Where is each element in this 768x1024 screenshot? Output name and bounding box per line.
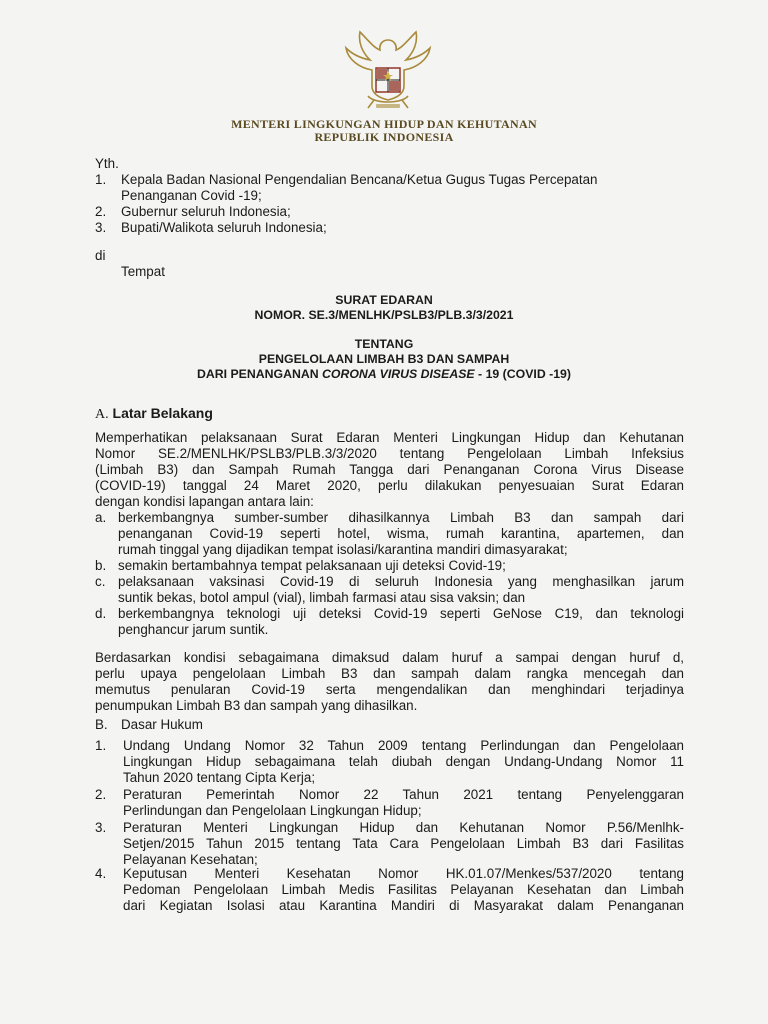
- addressee-num-1: 1.: [95, 172, 107, 187]
- subject-line2: [0, 367, 768, 382]
- law-3-line3: Pelayanan Kesehatan;: [123, 852, 258, 867]
- law-2-line2: Perlindungan dan Pengelolaan Lingkungan Hidup;: [123, 803, 422, 818]
- law-num-3: 3.: [95, 820, 107, 835]
- ministry-title-line2: REPUBLIK INDONESIA: [314, 130, 454, 144]
- di-label: di: [95, 248, 106, 263]
- subject-line1: PENGELOLAAN LIMBAH B3 DAN SAMPAH: [258, 352, 510, 366]
- subject-line2-b: CORONA VIRUS DISEASE: [322, 367, 475, 381]
- garuda-emblem-icon: [338, 26, 438, 110]
- section-a-title: Latar Belakang: [112, 405, 213, 421]
- section-a-letter: A.: [95, 407, 109, 422]
- section-a-intro-line3: (Limbah B3) dan Sampah Rumah Tangga dari Penanganan Corona Virus Disease: [95, 462, 684, 477]
- law-4-line2: Pedoman Pengelolaan Limbah Medis Fasilitas Pelayanan Kesehatan dan Limbah: [123, 882, 684, 897]
- law-num-2: 2.: [95, 787, 107, 802]
- item-a-line2: penanganan Covid-19 seperti hotel, wisma, rumah karantina, apartemen, dan: [118, 526, 684, 541]
- law-4-line1: Keputusan Menteri Kesehatan Nomor HK.01.07/Menkes/537/2020 tentang: [123, 866, 684, 881]
- item-b-line1: semakin bertambahnya tempat pelaksanaan uji deteksi Covid-19;: [118, 558, 506, 573]
- doc-number: NOMOR. SE.3/MENLHK/PSLB3/PLB.3/3/2021: [254, 308, 514, 322]
- item-d-line2: penghancur jarum suntik.: [118, 622, 269, 637]
- item-a-line1: berkembangnya sumber-sumber dihasilkannya Limbah B3 dan sampah dari: [118, 510, 684, 525]
- item-c-line1: pelaksanaan vaksinasi Covid-19 di seluruh Indonesia yang menghasilkan jarum: [118, 574, 684, 589]
- law-num-4: 4.: [95, 866, 107, 881]
- item-c-letter: c.: [95, 574, 106, 589]
- item-d-line1: berkembangnya teknologi uji deteksi Covid-19 seperti GeNose C19, dan teknologi: [118, 606, 684, 621]
- addressee-1-line1: Kepala Badan Nasional Pengendalian Bencana/Ketua Gugus Tugas Percepatan: [121, 172, 598, 187]
- law-1-line3: Tahun 2020 tentang Cipta Kerja;: [123, 770, 316, 785]
- conclusion-line2: perlu upaya pengelolaan Limbah B3 dan sampah dalam rangka mencegah dan: [95, 666, 684, 681]
- law-1-line2: Lingkungan Hidup sebagaimana telah diubah dengan Undang-Undang Nomor 11: [123, 754, 684, 769]
- conclusion-line3: memutus penularan Covid-19 serta mengendalikan dan menghindari terjadinya: [95, 682, 684, 697]
- law-1-line1: Undang Undang Nomor 32 Tahun 2009 tentang Perlindungan dan Pengelolaan: [123, 738, 684, 753]
- tentang-label: TENTANG: [354, 337, 414, 351]
- law-2-line1: Peraturan Pemerintah Nomor 22 Tahun 2021 tentang Penyelenggaran: [123, 787, 684, 802]
- item-a-line3: rumah tinggal yang dijadikan tempat isolasi/karantina mandiri dimasyarakat;: [118, 542, 568, 557]
- conclusion-line4: penumpukan Limbah B3 dan sampah yang dihasilkan.: [95, 698, 418, 713]
- addressee-2-line1: Gubernur seluruh Indonesia;: [121, 204, 291, 219]
- law-3-line2: Setjen/2015 Tahun 2015 tentang Tata Cara Pengelolaan Limbah B3 dari Fasilitas: [123, 836, 684, 851]
- item-c-line2: suntik bekas, botol ampul (vial), limbah farmasi atau sisa vaksin; dan: [118, 590, 526, 605]
- section-a-heading: [95, 405, 213, 423]
- addressee-num-3: 3.: [95, 220, 107, 235]
- item-b-letter: b.: [95, 558, 107, 573]
- law-4-line3: dari Kegiatan Isolasi atau Karantina Mandiri di Masyarakat dalam Penanganan: [123, 898, 684, 913]
- law-num-1: 1.: [95, 738, 107, 753]
- law-3-line1: Peraturan Menteri Lingkungan Hidup dan Kehutanan Nomor P.56/Menlhk-: [123, 820, 684, 835]
- section-b-letter: B.: [95, 717, 108, 732]
- doc-type: SURAT EDARAN: [335, 293, 433, 307]
- tempat-label: Tempat: [121, 264, 165, 279]
- section-b-title: Dasar Hukum: [121, 717, 203, 732]
- section-a-intro-line1: Memperhatikan pelaksanaan Surat Edaran Menteri Lingkungan Hidup dan Kehutanan: [95, 430, 684, 445]
- ministry-title-line1: MENTERI LINGKUNGAN HIDUP DAN KEHUTANAN: [231, 117, 537, 131]
- item-d-letter: d.: [95, 606, 107, 621]
- section-a-intro-line5: dengan kondisi lapangan antara lain:: [95, 494, 314, 509]
- section-a-intro-line4: (COVID-19) tanggal 24 Maret 2020, perlu dilakukan penyesuaian Surat Edaran: [95, 478, 684, 493]
- addressee-1-line2: Penanganan Covid -19;: [121, 188, 262, 203]
- conclusion-line1: Berdasarkan kondisi sebagaimana dimaksud dalam huruf a sampai dengan huruf d,: [95, 650, 684, 665]
- section-a-intro-line2: Nomor SE.2/MENLHK/PSLB3/PLB.3/3/2020 tentang Pengelolaan Limbah Infeksius: [95, 446, 684, 461]
- subject-line2-c: - 19 (COVID -19): [474, 367, 571, 381]
- subject-line2-a: DARI PENANGANAN: [197, 367, 323, 381]
- item-a-letter: a.: [95, 510, 107, 525]
- addressee-3-line1: Bupati/Walikota seluruh Indonesia;: [121, 220, 327, 235]
- yth-label: Yth.: [95, 156, 119, 171]
- addressee-num-2: 2.: [95, 204, 107, 219]
